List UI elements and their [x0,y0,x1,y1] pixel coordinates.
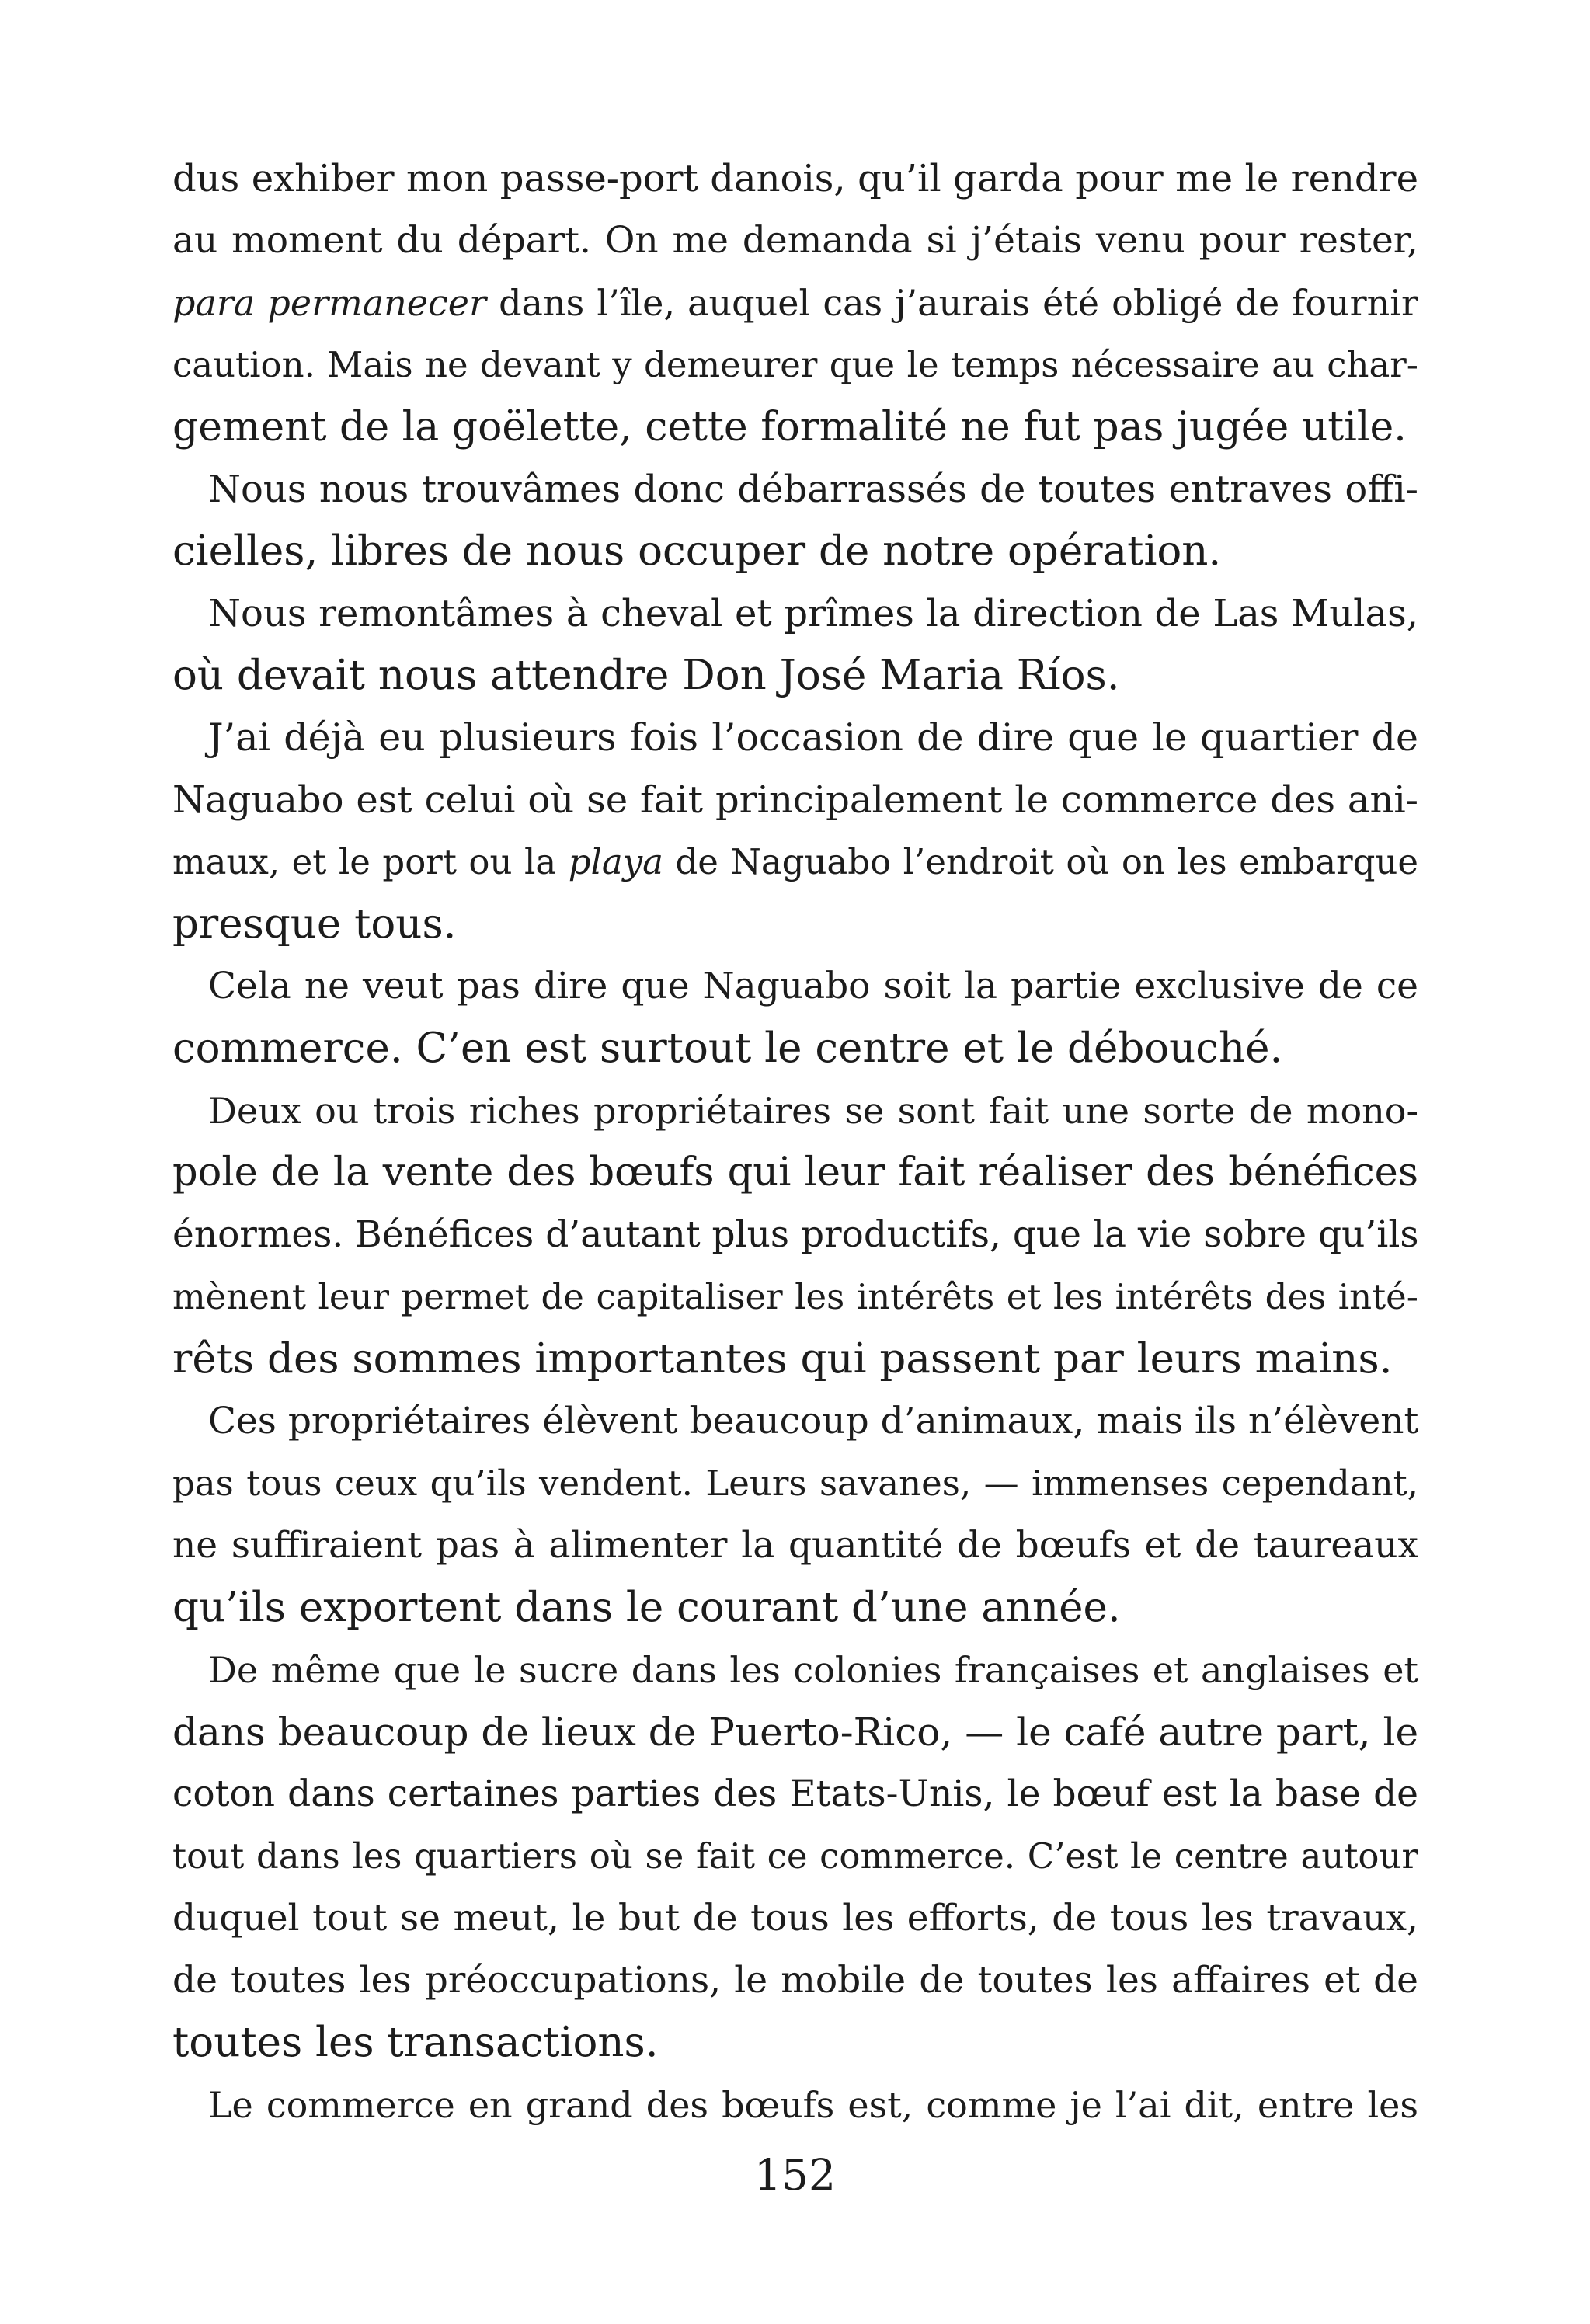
paragraph [172,148,1418,458]
text-line: tout dans les quartiers où se fait ce commerce. C’est le centre autour [172,1835,1418,1877]
text-line: gement de la goëlette, cette formalité ne fut pas jugée utile. [172,404,1407,451]
text-line: dans beaucoup de lieux de Puerto-Rico, — le café autre part, le [172,1710,1419,1755]
text-line: dus exhiber mon passe-port danois, qu’il garda pour me le rendre [172,157,1418,200]
paragraph [172,955,1418,1080]
text-line: Naguabo est celui où se fait principalement le commerce des ani- [172,778,1418,822]
paragraph [172,583,1418,707]
text-line: presque tous. [172,900,457,948]
text-fragment: maux, et le port ou la [172,841,569,882]
text-line: pole de la vente des bœufs qui leur fait réaliser des bénéfices [172,1150,1418,1195]
text-fragment: de Naguabo l’endroit où on les embarque [663,841,1418,882]
text-line: Deux ou trois riches propriétaires se sont fait une sorte de mono- [208,1090,1418,1132]
italic-phrase: para permanecer [172,282,486,324]
text-line: toutes les transactions. [172,2019,659,2066]
text-line: commerce. C’en est surtout le centre et le débouché. [172,1025,1283,1072]
text-line [172,831,1418,893]
text-line: rêts des sommes importantes qui passent par leurs mains. [172,1335,1393,1383]
text-line: De même que le sucre dans les colonies françaises et anglaises et [208,1649,1418,1691]
body-text [172,148,1418,2136]
text-line: duquel tout se meut, le but de tous les efforts, de tous les travaux, [172,1897,1418,1940]
paragraph [172,1390,1418,1639]
page-number: 152 [754,2150,836,2200]
italic-phrase: playa [568,841,663,882]
text-line: au moment du départ. On me demanda si j’étais venu pour rester, [172,219,1418,262]
text-line: caution. Mais ne devant y demeurer que le temps nécessaire au char- [172,344,1418,385]
text-line: ne suffiraient pas à alimenter la quantité de bœufs et de taureaux [172,1524,1418,1567]
text-line: J’ai déjà eu plusieurs fois l’occasion de dire que le quartier de [208,715,1418,760]
text-line: Le commerce en grand des bœufs est, comme je l’ai dit, entre les [208,2084,1418,2126]
text-line: de toutes les préoccupations, le mobile de toutes les affaires et de [172,1959,1418,2002]
text-line [172,272,1418,334]
text-line: Ces propriétaires élèvent beaucoup d’animaux, mais ils n’élèvent [208,1400,1419,1442]
paragraph [172,1639,1418,2074]
paragraph [172,707,1418,955]
text-fragment: dans l’île, auquel cas j’aurais été obligé de fournir [485,282,1418,324]
paragraph [172,458,1418,583]
text-line: coton dans certaines parties des Etats-Unis, le bœuf est la base de [172,1773,1418,1815]
text-line: qu’ils exportent dans le courant d’une année. [172,1584,1121,1631]
text-line: énormes. Bénéfices d’autant plus productifs, que la vie sobre qu’ils [172,1213,1419,1256]
text-line: mènent leur permet de capitaliser les intérêts et les intérêts des inté- [172,1276,1418,1317]
paragraph [172,2074,1418,2136]
text-line: Cela ne veut pas dire que Naguabo soit la partie exclusive de ce [208,965,1418,1007]
paragraph [172,1080,1418,1390]
text-line: où devait nous attendre Don José Maria Ríos. [172,652,1120,699]
text-line: Nous nous trouvâmes donc débarrassés de toutes entraves offi- [208,468,1418,511]
text-line: cielles, libres de nous occuper de notre opération. [172,527,1222,575]
text-line: pas tous ceux qu’ils vendent. Leurs savanes, — immenses cependant, [172,1463,1418,1504]
text-line: Nous remontâmes à cheval et prîmes la direction de Las Mulas, [208,592,1418,635]
